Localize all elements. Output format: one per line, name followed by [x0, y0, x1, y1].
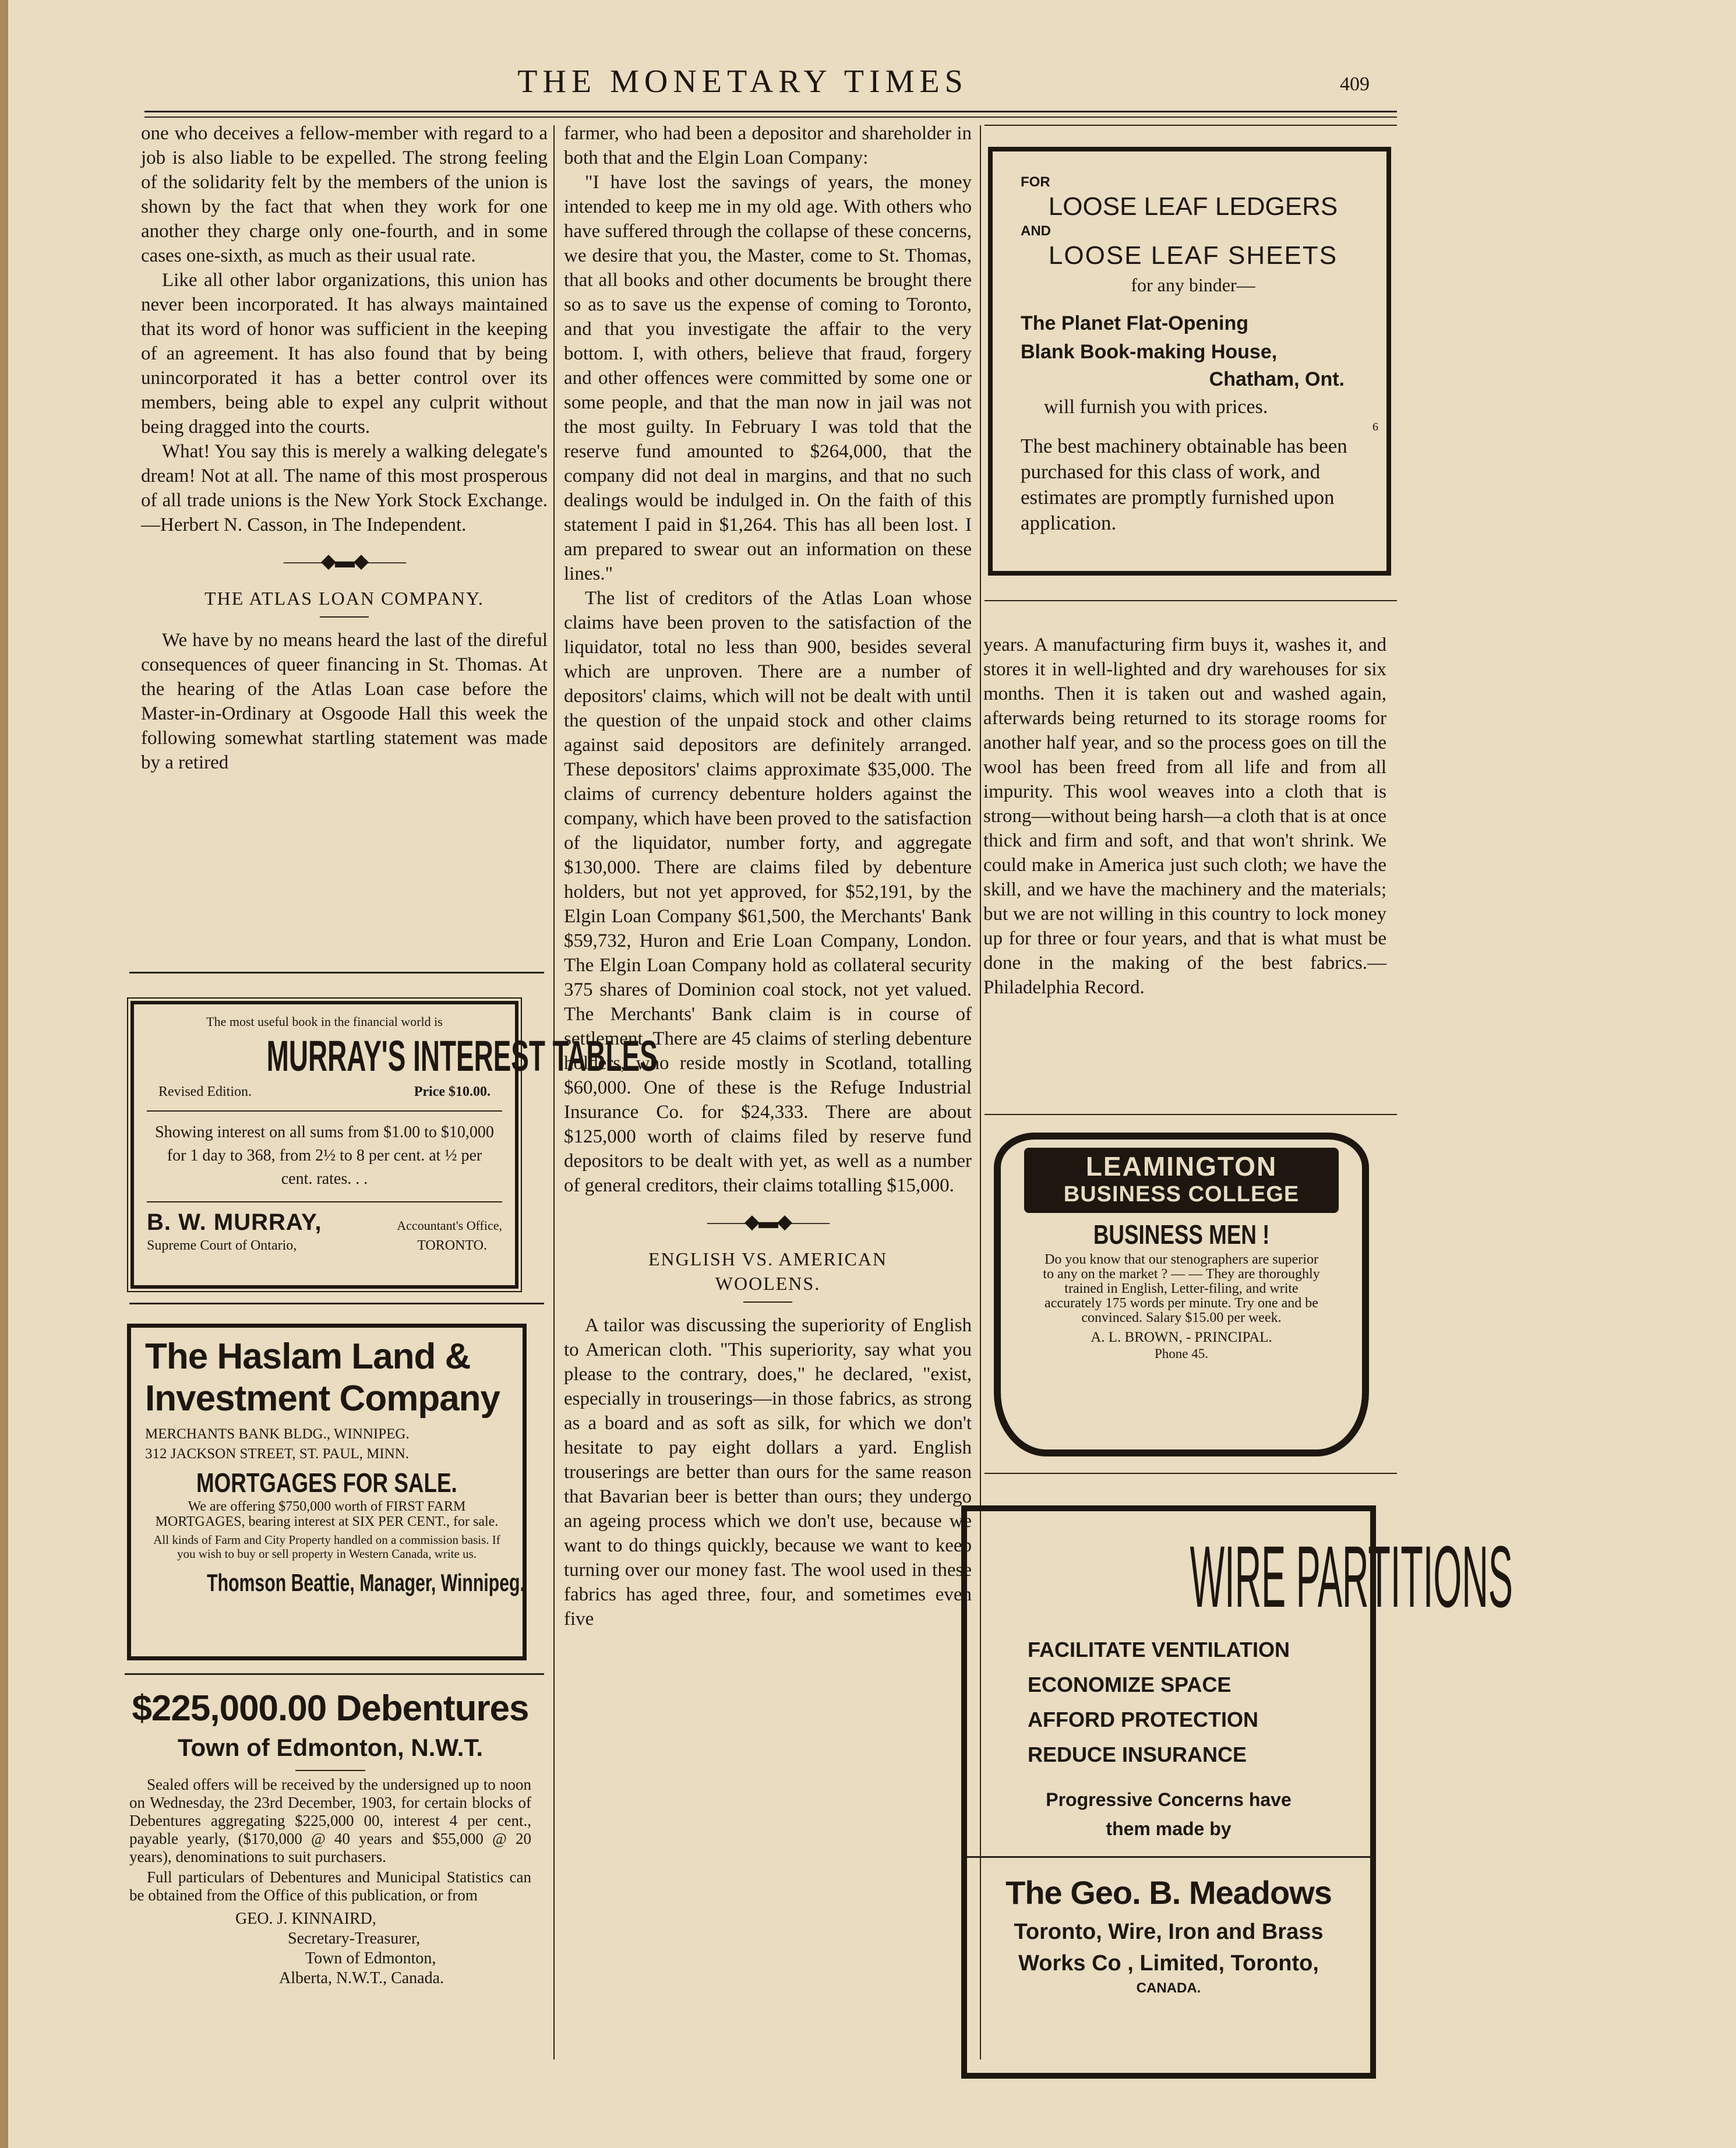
haslam-manager-text: Thomson Beattie, Manager, Winnipeg.	[207, 1569, 525, 1596]
haslam-address-2: 312 JACKSON STREET, ST. PAUL, MINN.	[145, 1446, 410, 1462]
murray-edition-row	[147, 1082, 502, 1101]
masthead-title: THE MONETARY TIMES	[517, 64, 968, 100]
planet-line-1: LOOSE LEAF LEDGERS	[1048, 192, 1338, 221]
edmonton-signature-1: GEO. J. KINNAIRD,	[235, 1910, 376, 1928]
edmonton-para-1: Sealed offers will be received by the undersigned up to noon on Wednesday, the 23rd December, 1903, for certain blocks of Debentures aggregating $225,000 00, interest 4 per cent., payable yearly, ($170,000 @ 40 years and $55,000 @ 20 years), denominations to suit purchasers.	[129, 1776, 531, 1865]
woolens-paragraph: A tailor was discussing the superiority of English to American cloth. "This superiority, say what you please to the contrary, does," he declared, "exist, especially in trouserings—in those fabrics, as strong as a board and as soft as silk, for which we don't hesitate to pay eight dollars a yard. English trouserings are better than ours for the same reason that Bavarian beer is better than ours; they undergo an ageing process which we don't use, because we want to do things quickly, because we want to keep turning over our money fast. The wool used in these fabrics has aged three, four, and sometimes even five	[564, 1315, 972, 1629]
leamington-body: Do you know that our stenographers are superior to any on the market ? — — They are thoroughly trained in English, Letter-filing, and write accurately 175 words per minute. Try one and be convinced. Salary $15.00 per week.	[1043, 1252, 1320, 1325]
planet-mark: 6	[1372, 421, 1378, 433]
leamington-principal: A. L. BROWN, - PRINCIPAL.	[1091, 1329, 1272, 1345]
leamington-banner-2: BUSINESS COLLEGE	[1063, 1182, 1300, 1207]
leamington-headline-text: BUSINESS MEN !	[1093, 1219, 1270, 1250]
wire-benefit-3: AFFORD PROTECTION	[1028, 1708, 1258, 1731]
murray-rule-1	[147, 1110, 502, 1112]
murray-title	[147, 1030, 658, 1082]
leamington-banner	[1024, 1148, 1339, 1213]
section-ornament: ——◆▬◆——	[283, 551, 405, 572]
col3-rule-1	[985, 600, 1397, 601]
column-2-text	[564, 121, 972, 1631]
woolens-heading: ENGLISH VS. AMERICAN WOOLENS.	[648, 1248, 888, 1294]
column-divider-1	[553, 125, 555, 2059]
murray-office: Accountant's Office,	[397, 1218, 502, 1233]
creditors-list-paragraph: The list of creditors of the Atlas Loan whose claims have been proven to the satisfaction of the liquidator, total no less than 900, besides several which are unproven. There are a number of depositors' claims, which will not be dealt with until the question of the unpaid stock and other claims against said depositors are definitely arranged. These depositors' claims approximate $35,000. The claims of currency debenture holders against the company, which have been proved to the satisfaction of the liquidator, number forty, and aggregate $130,000. There are claims filed by debenture holders, but not yet approved, for $52,191, by the Elgin Loan Company $61,500, the Merchants' Bank $59,732, Huron and Erie Loan Company, London. The Elgin Loan Company hold as collateral security 375 shares of Dominion coal stock, not yet valued. The Merchants' Bank claim is in course of settlement. There are 45 claims of sterling debenture holders, who reside mostly in Scotland, totalling $60,000. One of these is the Refuge Industrial Insurance Co. for $24,333. There are about $125,000 worth of claims filed by reserve fund depositors to be dealt with yet, as well as a number of general creditors, their claims totalling $15,000.	[564, 588, 972, 1196]
wire-canada: CANADA.	[1136, 1980, 1201, 1996]
edmonton-title: $225,000.00 Debentures	[132, 1688, 529, 1729]
wire-line-1: Toronto, Wire, Iron and Brass	[1014, 1920, 1324, 1944]
wire-partitions-ad	[961, 1505, 1513, 2079]
col3-top-rule	[985, 125, 1397, 126]
murray-body: Showing interest on all sums from $1.00 to $10,000 for 1 day to 368, from 2½ to 8 per cent. at ½ per cent. rates. . .	[155, 1123, 494, 1188]
edmonton-subtitle: Town of Edmonton, N.W.T.	[177, 1734, 484, 1761]
haslam-land-investment-ad	[127, 1324, 527, 1660]
planet-line-7: will furnish you with prices.	[1044, 396, 1268, 418]
page-number: 409	[1340, 73, 1370, 95]
col1-ad-rule-3	[125, 1673, 544, 1675]
wire-benefit-2: ECONOMIZE SPACE	[1028, 1673, 1232, 1696]
wire-progressive-1: Progressive Concerns have	[1046, 1789, 1292, 1810]
col1-ad-rule-2	[129, 1303, 544, 1304]
wire-line-2: Works Co , Limited, Toronto,	[1018, 1951, 1319, 1976]
wire-title	[967, 1528, 1513, 1625]
murray-name-row	[147, 1209, 502, 1236]
section-ornament-2: ——◆▬◆——	[707, 1211, 829, 1233]
leamington-headline	[1024, 1216, 1339, 1253]
col3-rule-2	[985, 1114, 1397, 1115]
planet-for: FOR	[1021, 174, 1050, 190]
wire-title-text: WIRE PARTITIONS	[1190, 1528, 1513, 1625]
page-edge	[0, 0, 8, 2148]
murray-rule-2	[147, 1201, 502, 1202]
wire-progressive-2: them made by	[1106, 1818, 1232, 1839]
haslam-address-1: MERCHANTS BANK BLDG., WINNIPEG.	[145, 1426, 410, 1442]
union-paragraph-1: one who deceives a fellow-member with regard to a job is also liable to be expelled. The strong feeling of the solidarity felt by the members of the union is shown by the fact that when they work for one another they charge only one-fourth, and in some cases one-sixth, as much as their usual rate.	[141, 123, 548, 266]
murray-city: TORONTO.	[417, 1238, 487, 1253]
planet-line-8: The best machinery obtainable has been purchased for this class of work, and estimates are promptly furnished upon application.	[1021, 435, 1347, 534]
woolens-continued-paragraph: years. A manufacturing firm buys it, washes it, and stores it in well-lighted and dry warehouses for six months. Then it is taken out and washed again, afterwards being returned to its storage rooms for another half year, and so the process goes on till the wool has been freed from all life and from all impurity. This wool weaves into a cloth that is strong—without being harsh—a cloth that is at once thick and firm and soft, and that won't shrink. We could make in America just such cloth; we have the skill, and we have the machinery and the materials; but we are not willing in this country to lock money up for three or four years, and that is what must be done in the making of the best fabrics.—Philadelphia Record.	[983, 634, 1386, 998]
masthead-rule-top	[144, 111, 1397, 112]
haslam-sale-text: MORTGAGES FOR SALE.	[196, 1468, 457, 1498]
planet-line-8-wrap	[1021, 421, 1378, 536]
col3-rule-3	[985, 1473, 1397, 1474]
murray-title-text: MURRAY'S INTEREST TABLES	[266, 1032, 658, 1080]
column-3-text	[983, 633, 1386, 1000]
edmonton-para-2: Full particulars of Debentures and Municipal Statistics can be obtained from the Office of this publication, or from	[129, 1868, 531, 1904]
edmonton-signature-3: Town of Edmonton,	[305, 1949, 436, 1967]
atlas-loan-paragraph: We have by no means heard the last of the direful consequences of queer financing in St. Thomas. At the hearing of the Atlas Loan case before the Master-in-Ordinary at Osgoode Hall this week the following somewhat startling statement was made by a retired	[141, 630, 548, 773]
heading-rule-2	[743, 1302, 792, 1303]
column-1-text	[141, 121, 548, 775]
union-paragraph-2: Like all other labor organizations, this union has never been incorporated. It has always maintained that its word of honor was sufficient in the keeping of an agreement. It has also found that by being unincorporated it has a better control over its members, being able to expel any culprit without being dragged into the courts.	[141, 270, 548, 438]
planet-loose-leaf-ad	[988, 147, 1391, 576]
union-paragraph-3: What! You say this is merely a walking delegate's dream! Not at all. The name of this most prosperous of all trade unions is the New York Stock Exchange.—Herbert N. Casson, in The Independent.	[141, 441, 548, 535]
murray-court-row	[147, 1236, 502, 1255]
edmonton-signature-4: Alberta, N.W.T., Canada.	[279, 1969, 444, 1987]
heading-rule	[320, 616, 369, 618]
atlas-continued-paragraph: farmer, who had been a depositor and shareholder in both that and the Elgin Loan Company:	[564, 123, 972, 168]
planet-line-4: The Planet Flat-Opening	[1021, 312, 1249, 334]
planet-line-5: Blank Book-making House,	[1021, 341, 1278, 363]
leamington-business-college-ad	[994, 1133, 1369, 1456]
masthead-rule-bottom	[144, 117, 1397, 118]
atlas-loan-heading: THE ATLAS LOAN COMPANY.	[204, 588, 484, 609]
farmer-statement-paragraph: "I have lost the savings of years, the money intended to keep me in my old age. With others who have suffered through the collapse of these concerns, we desire that you, the Master, come to St. Thomas, that all books and other documents be brought there so as to save us the expense of coming to Toronto, and that you investigate the affair to the very bottom. I, with others, believe that fraud, forgery and other offences were committed by some one or some people, and that the man now in jail was not the most guilty. In February I was told that the reserve fund amounted to $264,000, that the company did not deal in margins, and that no such dealings would be indulged in. On the faith of this statement I paid in $1,264. This has all been lost. I am prepared to swear out an information on these lines."	[564, 172, 972, 584]
murray-court: Supreme Court of Ontario,	[147, 1238, 297, 1253]
edmonton-short-rule	[295, 1770, 365, 1771]
wire-benefit-1: FACILITATE VENTILATION	[1028, 1638, 1290, 1662]
leamington-phone: Phone 45.	[1155, 1346, 1208, 1361]
planet-line-6: Chatham, Ont.	[1209, 368, 1345, 390]
haslam-title-2: Investment Company	[145, 1378, 500, 1419]
col1-ad-rule-1	[129, 972, 544, 974]
wire-company: The Geo. B. Meadows	[1005, 1874, 1332, 1911]
murray-edition: Revised Edition.	[158, 1084, 252, 1099]
leamington-banner-1: LEAMINGTON	[1085, 1151, 1278, 1181]
murray-top-line: The most useful book in the financial world is	[206, 1014, 443, 1029]
haslam-manager	[145, 1567, 525, 1599]
planet-line-2: LOOSE LEAF SHEETS	[1048, 241, 1338, 270]
murray-name: B. W. MURRAY,	[147, 1209, 322, 1235]
murray-interest-tables-ad	[130, 1001, 658, 1289]
haslam-title-1: The Haslam Land &	[145, 1336, 471, 1377]
murray-price: Price $10.00.	[414, 1084, 491, 1099]
edmonton-debentures-notice	[125, 1686, 536, 2059]
haslam-offer: We are offering $750,000 worth of FIRST FARM MORTGAGES, bearing interest at SIX PER CENT., for sale.	[155, 1499, 499, 1529]
planet-line-3: for any binder—	[1131, 274, 1255, 295]
wire-divider	[967, 1856, 1370, 1858]
planet-and: AND	[1021, 223, 1051, 239]
wire-benefit-4: REDUCE INSURANCE	[1028, 1743, 1247, 1766]
haslam-kinds: All kinds of Farm and City Property handled on a commission basis. If you wish to buy or sell property in Western Canada, write us.	[153, 1533, 500, 1561]
edmonton-signature-2: Secretary-Treasurer,	[288, 1930, 421, 1948]
haslam-sale-heading	[145, 1466, 509, 1499]
